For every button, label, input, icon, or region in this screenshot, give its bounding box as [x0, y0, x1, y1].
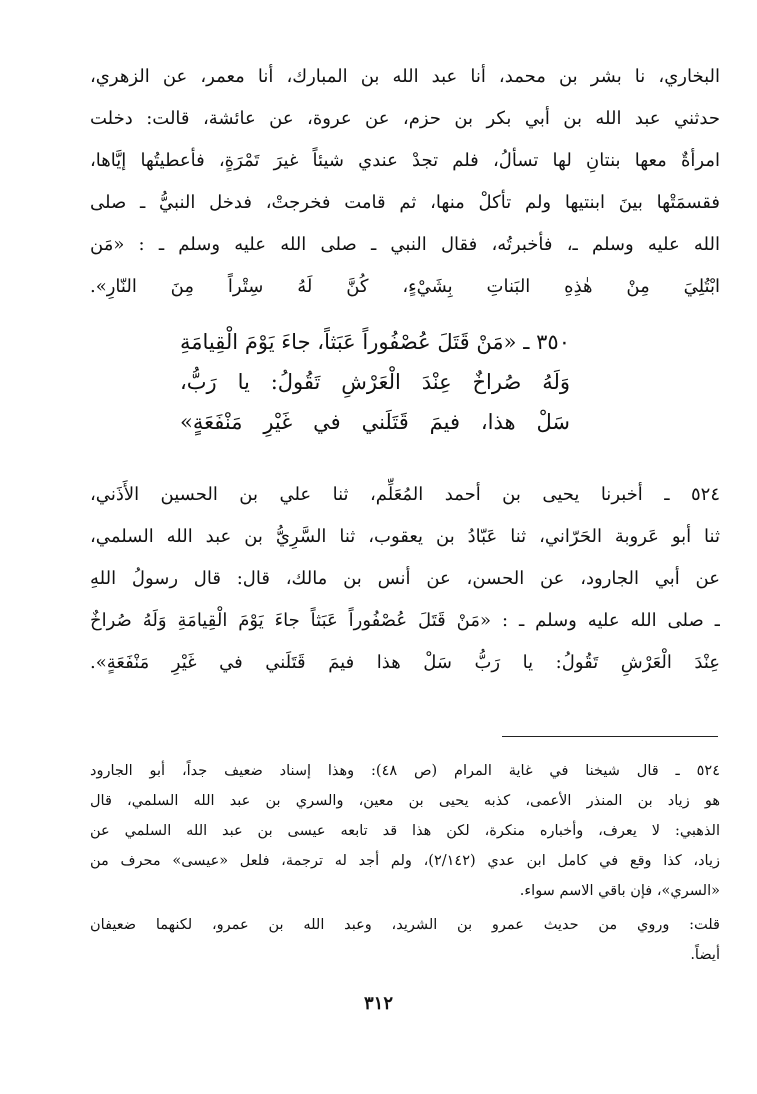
footnote-note: [90, 910, 720, 970]
heading-line: ٣٥٠ ـ «مَنْ قَتَلَ عُصْفُوراً عَبَثاً، جاءَ يَوْمَ الْقِيامَةِ: [180, 330, 570, 354]
text-line: حدثني عبد الله بن أبي بكر بن حزم، عن عروة، عن عائشة، قالت: دخلت: [90, 108, 720, 129]
footnote-line: قلت: وروي من حديث عمرو بن الشريد، وعبد الله بن عمرو، لكنهما ضعيفان: [90, 917, 720, 933]
text-line: ٥٢٤ ـ أخبرنا يحيى بن أحمد المُعَلِّم، ثنا علي بن الحسين الأَذَني،: [90, 484, 720, 505]
footnote-line: «السري»، فإن باقي الاسم سواء.: [519, 883, 720, 899]
text-line: فقسمَتْها بينَ ابنتيها ولم تأكلْ منها، ثم قامت فخرجتْ، فدخل النبيُّ ـ صلى: [90, 192, 720, 213]
text-line: ـ صلى الله عليه وسلم ـ : «مَنْ قَتَلَ عُصْفُوراً عَبَثاً جاءَ يَوْمَ الْقِيامَةِ وَلَهُ صُراخٌ: [90, 610, 720, 631]
text-line: عن أبي الجارود، عن الحسن، عن أنس بن مالك، قال: قال رسولُ اللهِ: [90, 568, 720, 589]
text-line: البخاري، نا بشر بن محمد، أنا عبد الله بن المبارك، أنا معمر، عن الزهري،: [90, 66, 720, 87]
hadith-text-paragraph-524: [90, 474, 720, 684]
page-number: ٣١٢: [363, 993, 393, 1014]
footnote-524: [90, 756, 720, 906]
heading-line: وَلَهُ صُراخٌ عِنْدَ الْعَرْشِ تَقُولُ: يا رَبُّ،: [180, 370, 570, 394]
heading-line: سَلْ هذا، فيمَ قَتَلَني في غَيْرِ مَنْفَعَةٍ»: [180, 410, 570, 434]
hadith-heading-350: [180, 322, 570, 442]
text-line: امرأةٌ معها بنتانِ لها تسألُ، فلم تجدْ عندي شيئاً غيرَ تَمْرَةٍ، فأعطيتُها إيَّاها،: [90, 150, 720, 171]
text-line: ابْتُلِيَ مِنْ هٰذِهِ البَناتِ بِشَيْءٍ، كُنَّ لَهُ سِتْراً مِنَ النّارِ».: [90, 276, 720, 297]
footnote-line: هو زياد بن المنذر الأعمى، كذبه يحيى بن معين، والسري بن عبد الله السلمي، قال: [90, 793, 720, 809]
footnote-divider: [502, 736, 718, 737]
text-line: عِنْدَ الْعَرْشِ تَقُولُ: يا رَبُّ سَلْ هذا فيمَ قَتَلَني في غَيْرِ مَنْفَعَةٍ».: [90, 652, 720, 673]
text-line: ثنا أبو عَروبة الحَرّاني، ثنا عَبّادُ بن يعقوب، ثنا السَّرِيُّ بن عبد الله السلمي،: [90, 526, 720, 547]
text-line: الله عليه وسلم ـ، فأخبرتُه، فقال النبي ـ صلى الله عليه وسلم ـ : «مَن: [90, 234, 720, 255]
footnote-line: الذهبي: لا يعرف، وأخباره منكرة، لكن هذا قد تابعه عيسى بن عبد الله السلمي عن: [90, 823, 720, 839]
hadith-text-paragraph-1: [90, 56, 720, 308]
footnote-line: أيضاً.: [690, 947, 720, 963]
footnote-line: زياد، كذا وقع في كامل ابن عدي (٢/١٤٢)، ولم أجد له ترجمة، فلعل «عيسى» محرف من: [90, 853, 720, 869]
footnote-line: ٥٢٤ ـ قال شيخنا في غاية المرام (ص ٤٨): وهذا إسناد ضعيف جداً، أبو الجارود: [90, 763, 720, 779]
